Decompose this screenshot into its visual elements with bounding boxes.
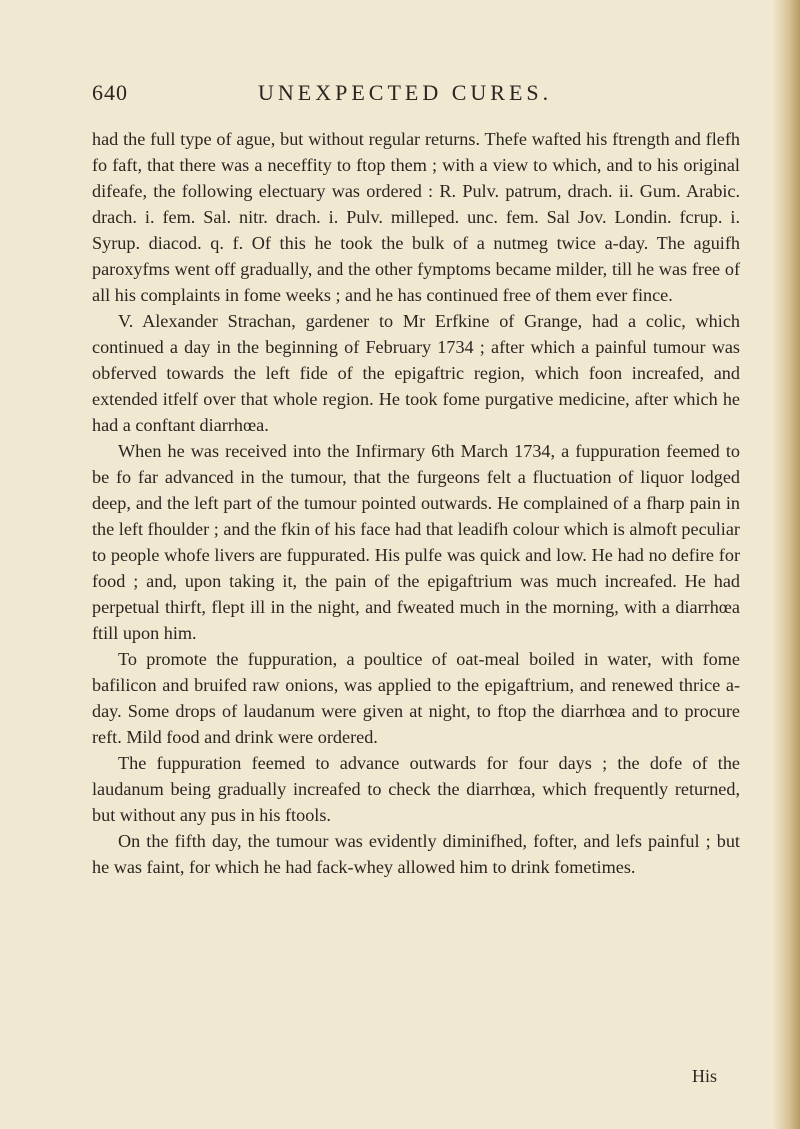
- page-header: [92, 80, 722, 112]
- paragraph-6: On the fifth day, the tumour was evidently diminifhed, fofter, and lefs painful ; but he was faint, for which he had fack-whey allowed him to drink fometimes.: [92, 831, 740, 877]
- paragraph-5: The fuppuration feemed to advance outwards for four days ; the dofe of the laudanum being gradually increafed to check the diarrhœa, which frequently returned, but without any pus in his ftools.: [92, 753, 740, 825]
- running-head: UNEXPECTED CURES.: [258, 80, 553, 105]
- paragraph-1: had the full type of ague, but without regular returns. Thefe wafted his ftrength and flefh fo faft, that there was a neceffity to ftop them ; with a view to which, and to his original difeafe, the following electuary was ordered : R. Pulv. patrum, drach. ii. Gum. Arabic. drach. i. fem. Sal. nitr. drach. i. Pulv. milleped. unc. fem. Sal Jov. Londin. fcrup. i. Syrup. diacod. q. f. Of this he took the bulk of a nutmeg twice a-day. The aguifh paroxyfms went off gradually, and the other fymptoms became milder, till he was free of all his complaints in fome weeks ; and he has continued free of them ever fince.: [92, 129, 740, 305]
- body-text: [92, 126, 740, 880]
- paragraph-3: When he was received into the Infirmary 6th March 1734, a fuppuration feemed to be fo far advanced in the tumour, that the furgeons felt a fluctuation of liquor lodged deep, and the left part of the tumour pointed outwards. He complained of a fharp pain in the left fhoulder ; and the fkin of his face had that leadifh colour which is almoft peculiar to people whofe livers are fuppurated. His pulfe was quick and low. He had no defire for food ; and, upon taking it, the pain of the epigaftrium was much increafed. He had perpetual thirft, flept ill in the night, and fweated much in the morning, with a diarrhœa ftill upon him.: [92, 441, 740, 643]
- page-edge-shadow: [772, 0, 800, 1129]
- page-number: 640: [92, 80, 128, 105]
- catchword: His: [692, 1066, 718, 1086]
- paragraph-4: To promote the fuppuration, a poultice of oat-meal boiled in water, with fome bafilicon and bruifed raw onions, was applied to the epigaftrium, and renewed thrice a-day. Some drops of laudanum were given at night, to ftop the diarrhœa and to procure reft. Mild food and drink were ordered.: [92, 649, 740, 747]
- paragraph-2: V. Alexander Strachan, gardener to Mr Erfkine of Grange, had a colic, which continued a day in the beginning of February 1734 ; after which a painful tumour was obferved towards the left fide of the epigaftric region, which foon increafed, and extended itfelf over that whole region. He took fome purgative medicine, after which he had a conftant diarrhœa.: [92, 311, 740, 435]
